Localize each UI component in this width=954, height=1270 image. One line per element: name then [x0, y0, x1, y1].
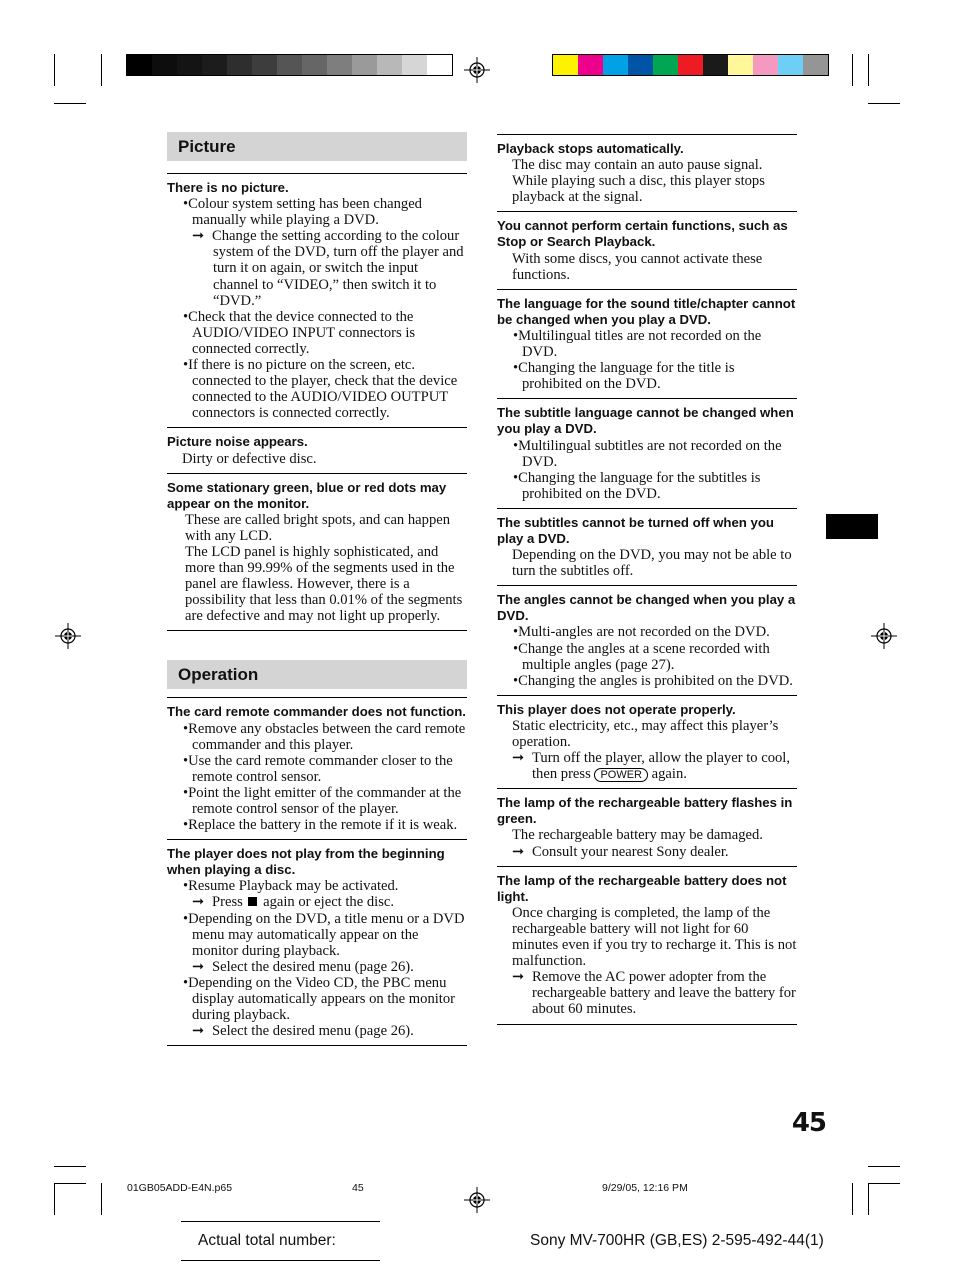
answer: The LCD panel is highly sophisticated, and more than 99.99% of the segments used in the panel are flawless. However, there is a possibility that less than 0.01% of the segments are defective and may not light up properly. [185, 543, 463, 625]
answer: Static electricity, etc., may affect this player’s operation. [512, 717, 779, 750]
arrow-item [167, 894, 467, 910]
troubleshoot-entry-not-operate [497, 696, 797, 789]
crop-mark [852, 1183, 853, 1215]
question: Some stationary green, blue or red dots may appear on the monitor. [167, 479, 447, 511]
question: The subtitles cannot be turned off when you play a DVD. [497, 514, 774, 546]
registration-mark-icon [464, 1187, 490, 1213]
stop-icon [248, 897, 257, 906]
answer: The rechargeable battery may be damaged. [512, 827, 763, 844]
troubleshoot-entry-noise [167, 428, 467, 473]
color-swatch [377, 55, 402, 75]
registration-mark-icon [55, 623, 81, 649]
color-swatch [327, 55, 352, 75]
arrow-text: Select the desired menu (page 26). [212, 958, 414, 975]
right-column [497, 134, 797, 1025]
bullet-text: Changing the angles is prohibited on the DVD. [518, 672, 793, 689]
arrow-text: Consult your nearest Sony dealer. [532, 843, 729, 860]
process-color-bar [552, 54, 829, 76]
color-swatch [127, 55, 152, 75]
arrow-item [497, 844, 797, 860]
troubleshoot-entry-subtitle-language [497, 399, 797, 509]
section-heading-operation: Operation [167, 660, 467, 689]
bullet-text: Colour system setting has been changed manually while playing a DVD. [188, 196, 422, 229]
troubleshoot-entry-cannot-perform [497, 212, 797, 289]
crop-mark [54, 1183, 55, 1215]
crop-mark [54, 1183, 86, 1184]
question: You cannot perform certain functions, such as Stop or Search Playback. [497, 218, 788, 250]
troubleshoot-entry-bright-spots [167, 474, 467, 632]
arrow-text: Press [212, 894, 243, 911]
crop-mark [54, 54, 55, 86]
troubleshoot-entry-angles [497, 586, 797, 696]
crop-mark [852, 54, 853, 86]
troubleshoot-entry-lamp-not-light [497, 867, 797, 1025]
page-number: 45 [791, 1108, 826, 1138]
color-swatch [427, 55, 452, 75]
bullet-text: Multi-angles are not recorded on the DVD. [518, 624, 770, 641]
arrow-item [497, 750, 797, 782]
question: The player does not play from the beginning when playing a disc. [167, 846, 445, 878]
bullet-text: If there is no picture on the screen, etc. connected to the player, check that the device connected to the AUDIO/VIDEO OUTPUT connectors is connected correctly. [188, 357, 458, 422]
bullet-item: •Point the light emitter of the commander at the remote control sensor of the player. [183, 784, 462, 817]
answer: These are called bright spots, and can happen with any LCD. [185, 511, 451, 544]
color-swatch [678, 55, 703, 75]
bullet-item: •Replace the battery in the remote if it is weak. [183, 817, 458, 834]
footer-total-label: Actual total number: [198, 1232, 336, 1249]
arrow-text: Turn off the player, allow the player to cool, then press [532, 750, 790, 783]
crop-mark [101, 54, 102, 86]
bullet-text: Depending on the DVD, a title menu or a DVD menu may automatically appear on the monitor during playback. [188, 910, 465, 959]
section-heading-picture: Picture [167, 132, 467, 161]
bullet-text: Check that the device connected to the AUDIO/VIDEO INPUT connectors is connected correctly. [188, 308, 416, 357]
color-swatch [803, 55, 828, 75]
answer: With some discs, you cannot activate these functions. [512, 250, 763, 283]
color-swatch [778, 55, 803, 75]
arrow-text: Select the desired menu (page 26). [212, 1023, 414, 1040]
power-button-label: POWER [594, 768, 648, 782]
bullet-text: Multilingual titles are not recorded on the DVD. [518, 327, 762, 361]
bullet-item: •Changing the language for the subtitles is prohibited on the DVD. [513, 469, 761, 502]
crop-mark [101, 1183, 102, 1215]
registration-mark-icon [464, 57, 490, 83]
footer-rule [181, 1260, 380, 1261]
question: This player does not operate properly. [497, 701, 736, 717]
bullet-item: •Use the card remote commander closer to the remote control sensor. [183, 752, 453, 785]
question: The card remote commander does not function. [167, 704, 466, 720]
troubleshoot-entry-lamp-green [497, 789, 797, 866]
color-swatch [177, 55, 202, 75]
arrow-text: Change the setting according to the colour system of the DVD, turn off the player and turn it on again, or switch the input channel to “VIDEO,” then switch it to “DVD.” [212, 228, 464, 309]
bullet-item: •Change the angles at a scene recorded with multiple angles (page 27). [513, 640, 770, 673]
troubleshoot-entry-no-picture [167, 173, 467, 428]
color-swatch [703, 55, 728, 75]
color-swatch [352, 55, 377, 75]
color-swatch [202, 55, 227, 75]
footer-page: 45 [352, 1182, 364, 1194]
bullet-text: Changing the language for the title is prohibited on the DVD. [518, 360, 735, 393]
bullet-item: •Multi-angles are not recorded on the DVD. [513, 624, 770, 641]
bullet-item: •Resume Playback may be activated. [183, 878, 399, 895]
color-swatch [227, 55, 252, 75]
color-swatch [653, 55, 678, 75]
crop-mark [868, 1183, 869, 1215]
footer-model: Sony MV-700HR (GB,ES) 2-595-492-44(1) [530, 1232, 824, 1249]
bullet-item: •If there is no picture on the screen, etc. connected to the player, check that the device connected to the AUDIO/VIDEO OUTPUT connectors is connected correctly. [183, 357, 458, 422]
color-swatch [553, 55, 578, 75]
crop-mark [868, 54, 869, 86]
troubleshoot-entry-subtitles-off [497, 509, 797, 586]
color-swatch [728, 55, 753, 75]
question: The subtitle language cannot be changed when you play a DVD. [497, 405, 794, 437]
color-swatch [252, 55, 277, 75]
bullet-item: •Multilingual subtitles are not recorded on the DVD. [513, 437, 782, 470]
bullet-text: Changing the language for the subtitles is prohibited on the DVD. [518, 469, 761, 502]
color-swatch [302, 55, 327, 75]
color-swatch [578, 55, 603, 75]
arrow-icon: ➞ [192, 894, 205, 911]
bullet-text: Change the angles at a scene recorded with multiple angles (page 27). [518, 640, 770, 673]
troubleshoot-entry-not-beginning [167, 840, 467, 1046]
question: The lamp of the rechargeable battery does not light. [497, 872, 787, 904]
crop-mark [868, 103, 900, 104]
color-swatch [753, 55, 778, 75]
crop-mark [868, 1166, 900, 1167]
bullet-item: •Depending on the Video CD, the PBC menu display automatically appears on the monitor during playback. [183, 974, 456, 1024]
bullet-text: Multilingual subtitles are not recorded on the DVD. [518, 437, 782, 470]
arrow-item [497, 969, 797, 1017]
arrow-item [167, 959, 467, 975]
footer-date: 9/29/05, 12:16 PM [602, 1182, 688, 1194]
arrow-icon: ➞ [192, 228, 205, 245]
answer: Dirty or defective disc. [182, 450, 317, 467]
crop-mark [54, 103, 86, 104]
arrow-icon: ➞ [512, 750, 525, 767]
arrow-icon: ➞ [512, 843, 525, 860]
bullet-text: Resume Playback may be activated. [188, 878, 399, 895]
troubleshoot-entry-card-remote [167, 697, 467, 840]
grayscale-color-bar [126, 54, 453, 76]
bullet-item: •Changing the language for the title is prohibited on the DVD. [513, 360, 735, 393]
arrow-text: Remove the AC power adopter from the rechargeable battery and leave the battery for about 60 minutes. [532, 969, 796, 1018]
registration-mark-icon [871, 623, 897, 649]
question: The language for the sound title/chapter cannot be changed when you play a DVD. [497, 295, 796, 327]
color-swatch [152, 55, 177, 75]
bullet-item: •Changing the angles is prohibited on the DVD. [513, 672, 793, 689]
arrow-item [167, 1023, 467, 1039]
bullet-text: Use the card remote commander closer to the remote control sensor. [188, 752, 453, 785]
section-tab-marker [826, 514, 878, 539]
arrow-icon: ➞ [512, 969, 525, 986]
question: The lamp of the rechargeable battery flashes in green. [497, 795, 793, 827]
color-swatch [603, 55, 628, 75]
question: There is no picture. [167, 180, 289, 195]
question: The angles cannot be changed when you play a DVD. [497, 592, 796, 624]
question: Playback stops automatically. [497, 141, 684, 156]
bullet-text: Point the light emitter of the commander at the remote control sensor of the player. [188, 784, 462, 817]
bullet-item: •Check that the device connected to the AUDIO/VIDEO INPUT connectors is connected correctly. [183, 308, 416, 357]
footer-rule [181, 1221, 380, 1222]
crop-mark [868, 1183, 900, 1184]
left-column [167, 132, 467, 1046]
bullet-text: Replace the battery in the remote if it is weak. [188, 817, 458, 834]
bullet-text: Remove any obstacles between the card remote commander and this player. [188, 720, 466, 753]
color-swatch [277, 55, 302, 75]
color-swatch [402, 55, 427, 75]
arrow-text: again. [651, 766, 687, 783]
footer-filename: 01GB05ADD-E4N.p65 [127, 1182, 233, 1194]
bullet-text: Depending on the Video CD, the PBC menu display automatically appears on the monitor during playback. [188, 974, 456, 1024]
arrow-item [167, 228, 467, 308]
bullet-item: •Colour system setting has been changed manually while playing a DVD. [183, 196, 422, 229]
answer: Once charging is completed, the lamp of the rechargeable battery will not light for 60 minutes even if you try to recharge it. This is not malfunction. [512, 904, 797, 970]
troubleshoot-entry-stops-auto [497, 134, 797, 212]
troubleshoot-entry-sound-language [497, 290, 797, 400]
answer: The disc may contain an auto pause signal. While playing such a disc, this player stops playback at the signal. [512, 157, 765, 206]
bullet-item: •Depending on the DVD, a title menu or a DVD menu may automatically appear on the monitor during playback. [183, 910, 465, 959]
arrow-icon: ➞ [192, 1023, 205, 1040]
bullet-item: •Remove any obstacles between the card remote commander and this player. [183, 720, 466, 753]
arrow-icon: ➞ [192, 958, 205, 975]
question: Picture noise appears. [167, 434, 308, 450]
color-swatch [628, 55, 653, 75]
arrow-text: again or eject the disc. [263, 894, 395, 911]
answer: Depending on the DVD, you may not be able to turn the subtitles off. [512, 547, 792, 580]
crop-mark [54, 1166, 86, 1167]
bullet-item: •Multilingual titles are not recorded on the DVD. [513, 327, 762, 361]
